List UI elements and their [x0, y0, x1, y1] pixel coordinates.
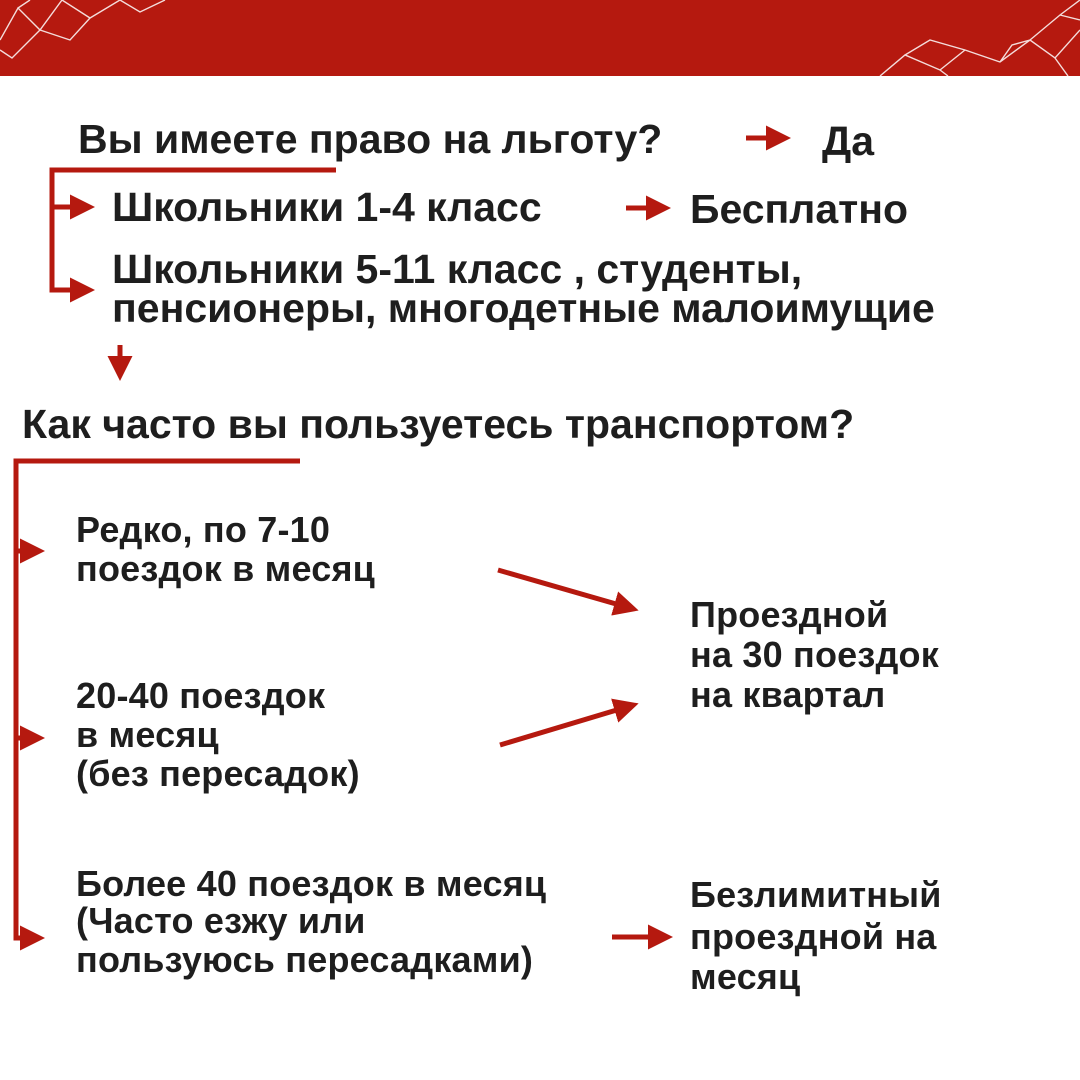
branch-primary-school: Школьники 1-4 класс	[112, 184, 542, 230]
option-line: Более 40 поездок в месяц	[76, 863, 547, 904]
option-line: (Часто езжу или	[76, 900, 366, 941]
arrow-rare-to-result	[498, 570, 630, 608]
option-line: Редко, по 7-10	[76, 509, 331, 550]
option-line: в месяц	[76, 714, 219, 755]
option-line: (без пересадок)	[76, 753, 360, 794]
option-line: пользуюсь пересадками)	[76, 939, 534, 980]
question-eligibility: Вы имеете право на льготу?	[78, 116, 663, 162]
branch-others-line-1: Школьники 5-11 класс , студенты,	[112, 246, 803, 292]
option-line: поездок в месяц	[76, 548, 375, 589]
header-banner	[0, 0, 1080, 76]
branch-others-line-2: пенсионеры, многодетные малоимущие	[112, 285, 935, 331]
result-line: на 30 поездок	[690, 634, 939, 675]
result-line: проездной на	[690, 916, 937, 957]
option-line: 20-40 поездок	[76, 675, 326, 716]
result-free: Бесплатно	[690, 186, 909, 232]
banner-pattern-icon	[0, 0, 1080, 76]
result-line: Безлимитный	[690, 874, 942, 915]
result-line: на квартал	[690, 674, 886, 715]
result-line: Проездной	[690, 594, 889, 635]
result-line: месяц	[690, 956, 801, 997]
arrow-medium-to-result	[500, 706, 630, 745]
question-frequency: Как часто вы пользуетесь транспортом?	[22, 401, 855, 447]
answer-yes: Да	[822, 118, 875, 164]
